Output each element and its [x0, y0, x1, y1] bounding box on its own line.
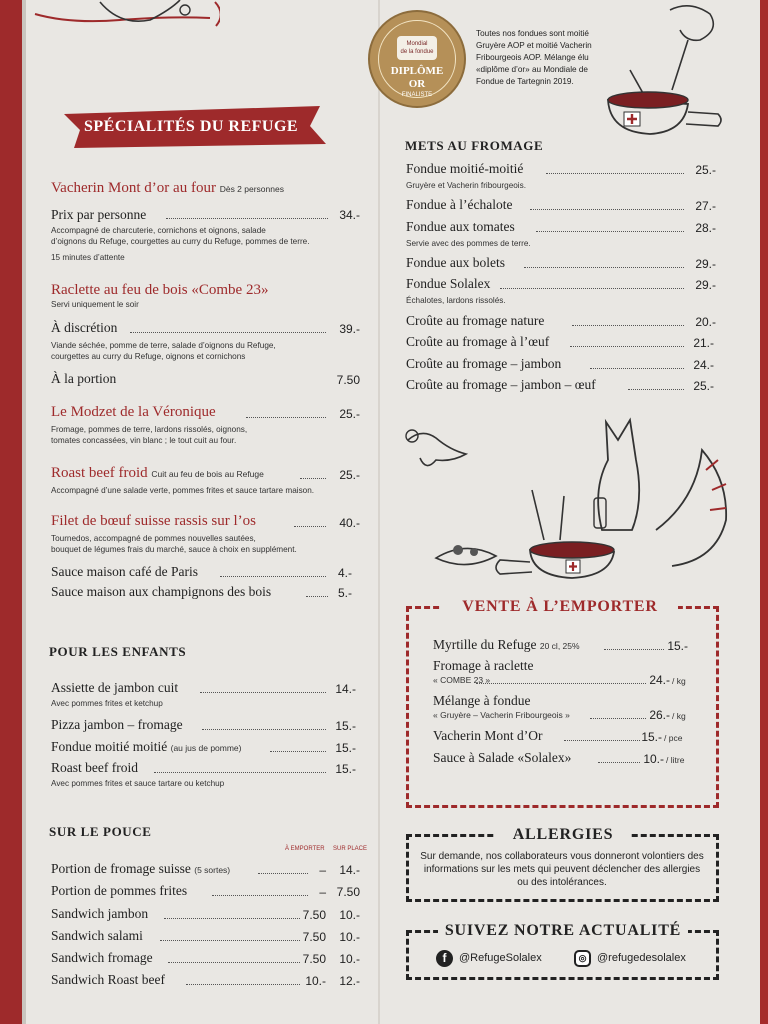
discretion-desc-2: courgettes au curry du Refuge, oignons et cornichons: [51, 352, 246, 361]
prix-par-personne-label: Prix par personne: [51, 207, 147, 222]
vente-item-5-label: Sauce à Salade «Solalex»: [433, 750, 572, 765]
sauce-paris-label: Sauce maison café de Paris: [51, 564, 198, 579]
pouce-item-6-emporter: 10.-: [305, 974, 326, 988]
modzet-desc-1: Fromage, pommes de terre, lardons rissolés, oignons,: [51, 425, 248, 434]
prix-wait: 15 minutes d’attente: [51, 253, 125, 262]
pouce-item-4-label: Sandwich salami: [51, 928, 143, 943]
modzet-price: 25.-: [339, 407, 360, 421]
vente-item-1-text: Myrtille du Refuge: [433, 637, 537, 652]
vente-item-3-unit: / kg: [672, 711, 686, 721]
mets-item-1-desc: Gruyère et Vacherin fribourgeois.: [406, 181, 526, 190]
mets-item-9-label: Croûte au fromage – jambon – œuf: [406, 377, 596, 392]
vente-item-2-unit: / kg: [672, 676, 686, 686]
vente-item-1-label: [433, 637, 580, 653]
pouce-item-6-sur-place: 12.-: [339, 974, 360, 988]
mets-item-4-price: 29.-: [695, 257, 716, 271]
vente-item-3-price: 26.-: [649, 708, 670, 722]
modzet-desc-2: tomates concassées, vin blanc ; le tout cuit au four.: [51, 436, 237, 445]
vente-item-3-note: « Gruyère – Vacherin Fribourgeois »: [433, 710, 570, 720]
medal-logo-line-1: Mondial: [406, 41, 428, 47]
sauce-champignons-price: 5.-: [337, 586, 352, 600]
roast-title: [51, 465, 264, 482]
mets-item-8-label: Croûte au fromage – jambon: [406, 356, 562, 371]
portion-price: 7.50: [336, 373, 360, 387]
vacherin-title: [51, 180, 284, 197]
mets-item-6-price: 20.-: [695, 315, 716, 329]
vente-item-4-unit: / pce: [664, 733, 683, 743]
mets-heading: METS AU FROMAGE: [405, 138, 544, 153]
pouce-item-2-label: Portion de pommes frites: [51, 883, 188, 898]
kids-item-2-label: Pizza jambon – fromage: [51, 717, 183, 732]
dot-leader: [300, 478, 326, 479]
dot-leader: [164, 918, 300, 919]
pouce-item-3-emporter: 7.50: [302, 908, 326, 922]
specialites-banner-title: SPÉCIALITÉS DU REFUGE: [84, 118, 299, 135]
dot-leader: [294, 526, 326, 527]
vente-item-1-note: 20 cl, 25%: [539, 641, 580, 651]
right-red-edge: [760, 0, 768, 1024]
instagram-icon[interactable]: ◎: [574, 950, 591, 967]
dot-leader: [564, 740, 640, 741]
filet-desc-1: Tournedos, accompagné de pommes nouvelles sautées,: [51, 534, 256, 543]
bird-branch-illustration: [30, 0, 220, 30]
discretion-price: 39.-: [339, 322, 360, 336]
vente-item-5-price: 10.-: [643, 752, 664, 766]
dot-leader: [212, 895, 308, 896]
fox-fondue-illustration: [396, 410, 752, 586]
pouce-item-3-sur-place: 10.-: [339, 908, 360, 922]
kids-item-3-price: 15.-: [335, 741, 356, 755]
vente-item-2-label: Fromage à raclette: [433, 658, 534, 673]
mets-item-2-label: Fondue à l’échalote: [406, 197, 513, 212]
pouce-item-5-label: Sandwich fromage: [51, 950, 153, 965]
mets-item-5-label: Fondue Solalex: [406, 276, 491, 291]
sauce-champignons-label: Sauce maison aux champignons des bois: [51, 584, 272, 599]
dot-leader: [202, 729, 326, 730]
dot-leader: [160, 940, 300, 941]
kids-item-1-price: 14.-: [335, 682, 356, 696]
roast-desc: Accompagné d’une salade verte, pommes frites et sauce tartare maison.: [51, 486, 315, 495]
pouce-item-4-sur-place: 10.-: [339, 930, 360, 944]
mets-item-1-price: 25.-: [695, 163, 716, 177]
dot-leader: [570, 346, 684, 347]
dot-leader: [530, 209, 684, 210]
facebook-icon[interactable]: f: [436, 950, 453, 967]
pouce-item-4-emporter: 7.50: [302, 930, 326, 944]
col-emporter: À EMPORTER: [285, 846, 325, 852]
portion-label: À la portion: [51, 371, 117, 386]
mets-item-5-price: 29.-: [695, 278, 716, 292]
mets-item-7-label: Croûte au fromage à l’œuf: [406, 334, 550, 349]
dot-leader: [186, 984, 300, 985]
medal-diplome: DIPLÔME: [390, 65, 444, 77]
vente-item-2-price: 24.-: [649, 673, 670, 687]
dot-leader: [154, 772, 326, 773]
dot-leader: [604, 649, 664, 650]
discretion-desc-1: Viande séchée, pomme de terre, salade d’oignons du Refuge,: [51, 341, 276, 350]
vacherin-title-text: Vacherin Mont d’or au four: [51, 180, 216, 196]
pouce-item-6-label: Sandwich Roast beef: [51, 972, 165, 987]
pouce-item-1-sur-place: 14.-: [339, 863, 360, 877]
column-divider: [378, 0, 380, 1024]
filet-price: 40.-: [339, 516, 360, 530]
kids-item-1-label: Assiette de jambon cuit: [51, 680, 179, 695]
dot-leader: [628, 389, 684, 390]
mets-item-3-price: 28.-: [695, 221, 716, 235]
pouce-item-2-sur-place: 7.50: [336, 885, 360, 899]
raclette-title: Raclette au feu de bois «Combe 23»: [51, 282, 269, 298]
pouce-item-1-label: [51, 861, 230, 877]
pouce-item-1-emporter: –: [319, 863, 326, 877]
mets-item-3-desc: Servie avec des pommes de terre.: [406, 239, 531, 248]
pouce-item-2-emporter: –: [319, 885, 326, 899]
vente-item-4-label: Vacherin Mont d’Or: [433, 728, 543, 743]
discretion-label: À discrétion: [51, 320, 118, 335]
mets-item-2-price: 27.-: [695, 199, 716, 213]
prix-par-personne-price: 34.-: [339, 208, 360, 222]
modzet-title: Le Modzet de la Véronique: [51, 404, 216, 420]
dot-leader: [546, 173, 684, 174]
mets-item-8-price: 24.-: [693, 358, 714, 372]
pouce-item-1-note: (5 sortes): [194, 865, 231, 875]
mets-item-5-desc: Échalotes, lardons rissolés.: [406, 296, 506, 305]
dot-leader: [168, 962, 300, 963]
medal-or: OR: [408, 78, 426, 90]
dot-leader: [130, 332, 326, 333]
diplome-or-medal: [368, 10, 466, 108]
dot-leader: [500, 288, 684, 289]
pouce-item-1-text: Portion de fromage suisse: [51, 861, 191, 876]
medal-note: Toutes nos fondues sont moitié Gruyère AOP et moitié Vacherin Fribourgeois AOP. Mélange élu «diplôme d’or» au Mondiale de Fondue de Tartegnin 2019.: [476, 29, 592, 86]
dot-leader: [476, 683, 646, 684]
dot-leader: [200, 692, 326, 693]
fondue-pot-illustration: [600, 0, 730, 140]
mets-item-1-label: Fondue moitié-moitié: [406, 161, 524, 176]
prix-desc-2: d’oignons du Refuge, courgettes au curry du Refuge, pommes de terre.: [51, 237, 310, 246]
dot-leader: [572, 325, 684, 326]
dot-leader: [536, 231, 684, 232]
dot-leader: [524, 267, 684, 268]
filet-desc-2: bouquet de légumes frais du marché, sauce à choix en supplément.: [51, 545, 297, 554]
instagram-handle[interactable]: @refugedesolalex: [597, 952, 686, 964]
pouce-item-5-emporter: 7.50: [302, 952, 326, 966]
filet-title: Filet de bœuf suisse rassis sur l’os: [51, 513, 256, 529]
roast-title-text: Roast beef froid: [51, 465, 148, 481]
sauce-paris-price: 4.-: [337, 566, 352, 580]
raclette-note: Servi uniquement le soir: [51, 300, 139, 309]
dot-leader: [598, 762, 640, 763]
medal-logo-line-2: de la fondue: [400, 49, 434, 55]
prix-desc-1: Accompagné de charcuterie, cornichons et oignons, salade: [51, 226, 266, 235]
kids-heading: POUR LES ENFANTS: [49, 644, 187, 659]
dot-leader: [590, 718, 646, 719]
dot-leader: [166, 218, 328, 219]
dot-leader: [220, 576, 326, 577]
mondial-fondue-logo: [397, 36, 437, 60]
pouce-item-3-label: Sandwich jambon: [51, 906, 149, 921]
mets-item-3-label: Fondue aux tomates: [406, 219, 515, 234]
col-sur-place: SUR PLACE: [333, 846, 368, 852]
kids-item-3-note: (au jus de pomme): [170, 743, 242, 753]
vente-item-1-price: 15.-: [667, 639, 688, 653]
kids-item-4-desc: Avec pommes frites et sauce tartare ou ketchup: [51, 779, 225, 788]
pouce-heading: SUR LE POUCE: [49, 824, 152, 839]
dot-leader: [246, 417, 326, 418]
kids-item-3-label: [51, 739, 242, 755]
kids-item-3-text: Fondue moitié moitié: [51, 739, 168, 754]
vente-item-2-note: « COMBE 23 »: [433, 675, 491, 685]
roast-note: Cuit au feu de bois au Refuge: [151, 469, 264, 479]
kids-item-4-price: 15.-: [335, 762, 356, 776]
vente-item-4-price: 15.-: [641, 730, 662, 744]
social-heading: SUIVEZ NOTRE ACTUALITÉ: [438, 922, 688, 940]
allergy-text: Sur demande, nos collaborateurs vous donneront volontiers des informations sur les mets qui peuvent déclencher des allergies ou des intolérances.: [420, 851, 704, 888]
vente-heading: VENTE À L’EMPORTER: [442, 598, 678, 616]
dot-leader: [590, 368, 684, 369]
roast-price: 25.-: [339, 468, 360, 482]
mets-item-6-label: Croûte au fromage nature: [406, 313, 545, 328]
mets-item-4-label: Fondue aux bolets: [406, 255, 505, 270]
medal-finaliste: FINALISTE: [401, 92, 433, 98]
mets-item-7-price: 21.-: [693, 336, 714, 350]
kids-item-1-desc: Avec pommes frites et ketchup: [51, 699, 163, 708]
left-edge-shadow: [22, 0, 26, 1024]
left-red-edge: [0, 0, 22, 1024]
vente-item-5-unit: / litre: [666, 755, 685, 765]
vacherin-note: Dès 2 personnes: [219, 184, 284, 194]
kids-item-2-price: 15.-: [335, 719, 356, 733]
dot-leader: [270, 751, 326, 752]
kids-item-4-label: Roast beef froid: [51, 760, 138, 775]
facebook-handle[interactable]: @RefugeSolalex: [459, 952, 542, 964]
allergy-heading: ALLERGIES: [496, 826, 630, 844]
dot-leader: [306, 596, 328, 597]
mets-item-9-price: 25.-: [693, 379, 714, 393]
pouce-item-5-sur-place: 10.-: [339, 952, 360, 966]
vente-item-3-label: Mélange à fondue: [433, 693, 531, 708]
